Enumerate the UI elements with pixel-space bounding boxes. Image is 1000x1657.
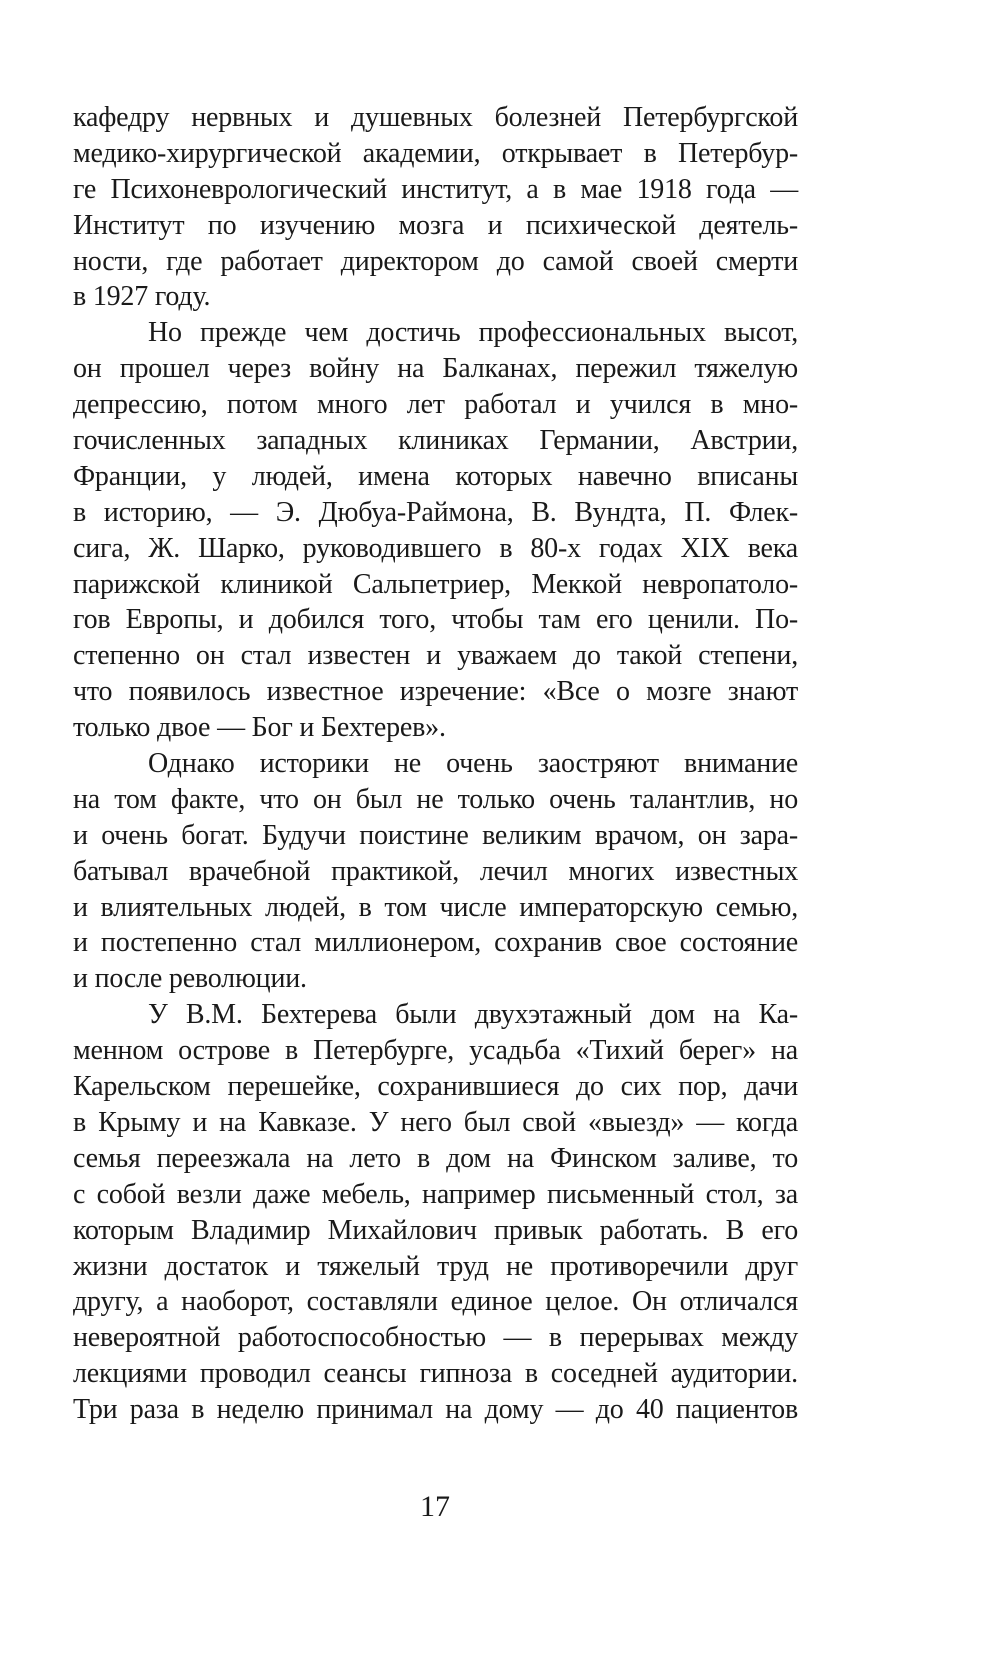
text-line: гочисленных западных клиниках Германии, Австрии, bbox=[73, 425, 798, 457]
text-line: менном острове в Петербурге, усадьба «Тихий берег» на bbox=[73, 1035, 798, 1067]
paragraph bbox=[73, 315, 798, 746]
text-line: жизни достаток и тяжелый труд не противоречили друг bbox=[73, 1250, 798, 1282]
paragraph bbox=[73, 746, 798, 997]
text-line: и влиятельных людей, в том числе императорскую семью, bbox=[73, 891, 798, 923]
text-line: депрессию, потом много лет работал и учился в мно- bbox=[73, 389, 798, 421]
text-line: с собой везли даже мебель, например письменный стол, за bbox=[73, 1178, 798, 1210]
text-line: только двое — Бог и Бехтерев». bbox=[73, 712, 446, 744]
text-line: семья переезжала на лето в дом на Финском заливе, то bbox=[73, 1142, 798, 1174]
text-line: батывал врачебной практикой, лечил многих известных bbox=[73, 855, 798, 887]
text-line: медико-хирургической академии, открывает в Петербур- bbox=[73, 137, 798, 169]
text-line: он прошел через войну на Балканах, пережил тяжелую bbox=[73, 353, 798, 385]
text-line: У В.М. Бехтерева были двухэтажный дом на Ка- bbox=[148, 999, 798, 1031]
text-line: в 1927 году. bbox=[73, 281, 211, 313]
text-line: ности, где работает директором до самой своей смерти bbox=[73, 245, 798, 277]
text-line: Но прежде чем достичь профессиональных высот, bbox=[148, 317, 798, 349]
text-line: степенно он стал известен и уважаем до такой степени, bbox=[73, 640, 798, 672]
text-line: другу, а наоборот, составляли единое целое. Он отличался bbox=[73, 1286, 798, 1318]
text-line: и после революции. bbox=[73, 963, 307, 995]
text-line: Однако историки не очень заостряют внимание bbox=[148, 748, 798, 780]
text-line: ге Психоневрологический институт, а в мае 1918 года — bbox=[73, 173, 798, 205]
text-line: которым Владимир Михайлович привык работать. В его bbox=[73, 1214, 798, 1246]
text-line: лекциями проводил сеансы гипноза в соседней аудитории. bbox=[73, 1358, 798, 1390]
page-number: 17 bbox=[420, 1490, 450, 1523]
text-line: в Крыму и на Кавказе. У него был свой «выезд» — когда bbox=[73, 1106, 798, 1138]
text-line: парижской клиникой Сальпетриер, Меккой невропатоло- bbox=[73, 568, 798, 600]
text-line: и постепенно стал миллионером, сохранив свое состояние bbox=[73, 927, 798, 959]
text-line: гов Европы, и добился того, чтобы там его ценили. По- bbox=[73, 604, 798, 636]
page-body bbox=[73, 100, 798, 1428]
text-line: Карельском перешейке, сохранившиеся до сих пор, дачи bbox=[73, 1071, 798, 1103]
text-line: в историю, — Э. Дюбуа-Раймона, В. Вундта, П. Флек- bbox=[73, 496, 798, 528]
text-line: Франции, у людей, имена которых навечно вписаны bbox=[73, 460, 798, 492]
paragraph bbox=[73, 100, 798, 315]
text-line: Три раза в неделю принимал на дому — до 40 пациентов bbox=[73, 1394, 798, 1426]
text-line: Институт по изучению мозга и психической деятель- bbox=[73, 209, 798, 241]
text-line: и очень богат. Будучи поистине великим врачом, он зара- bbox=[73, 819, 798, 851]
text-line: что появилось известное изречение: «Все о мозге знают bbox=[73, 676, 798, 708]
text-line: кафедру нервных и душевных болезней Петербургской bbox=[73, 102, 798, 133]
text-line: сига, Ж. Шарко, руководившего в 80-х годах XIX века bbox=[73, 532, 798, 564]
text-line: на том факте, что он был не только очень талантлив, но bbox=[73, 783, 798, 815]
paragraph bbox=[73, 997, 798, 1428]
text-line: невероятной работоспособностью — в перерывах между bbox=[73, 1322, 798, 1354]
